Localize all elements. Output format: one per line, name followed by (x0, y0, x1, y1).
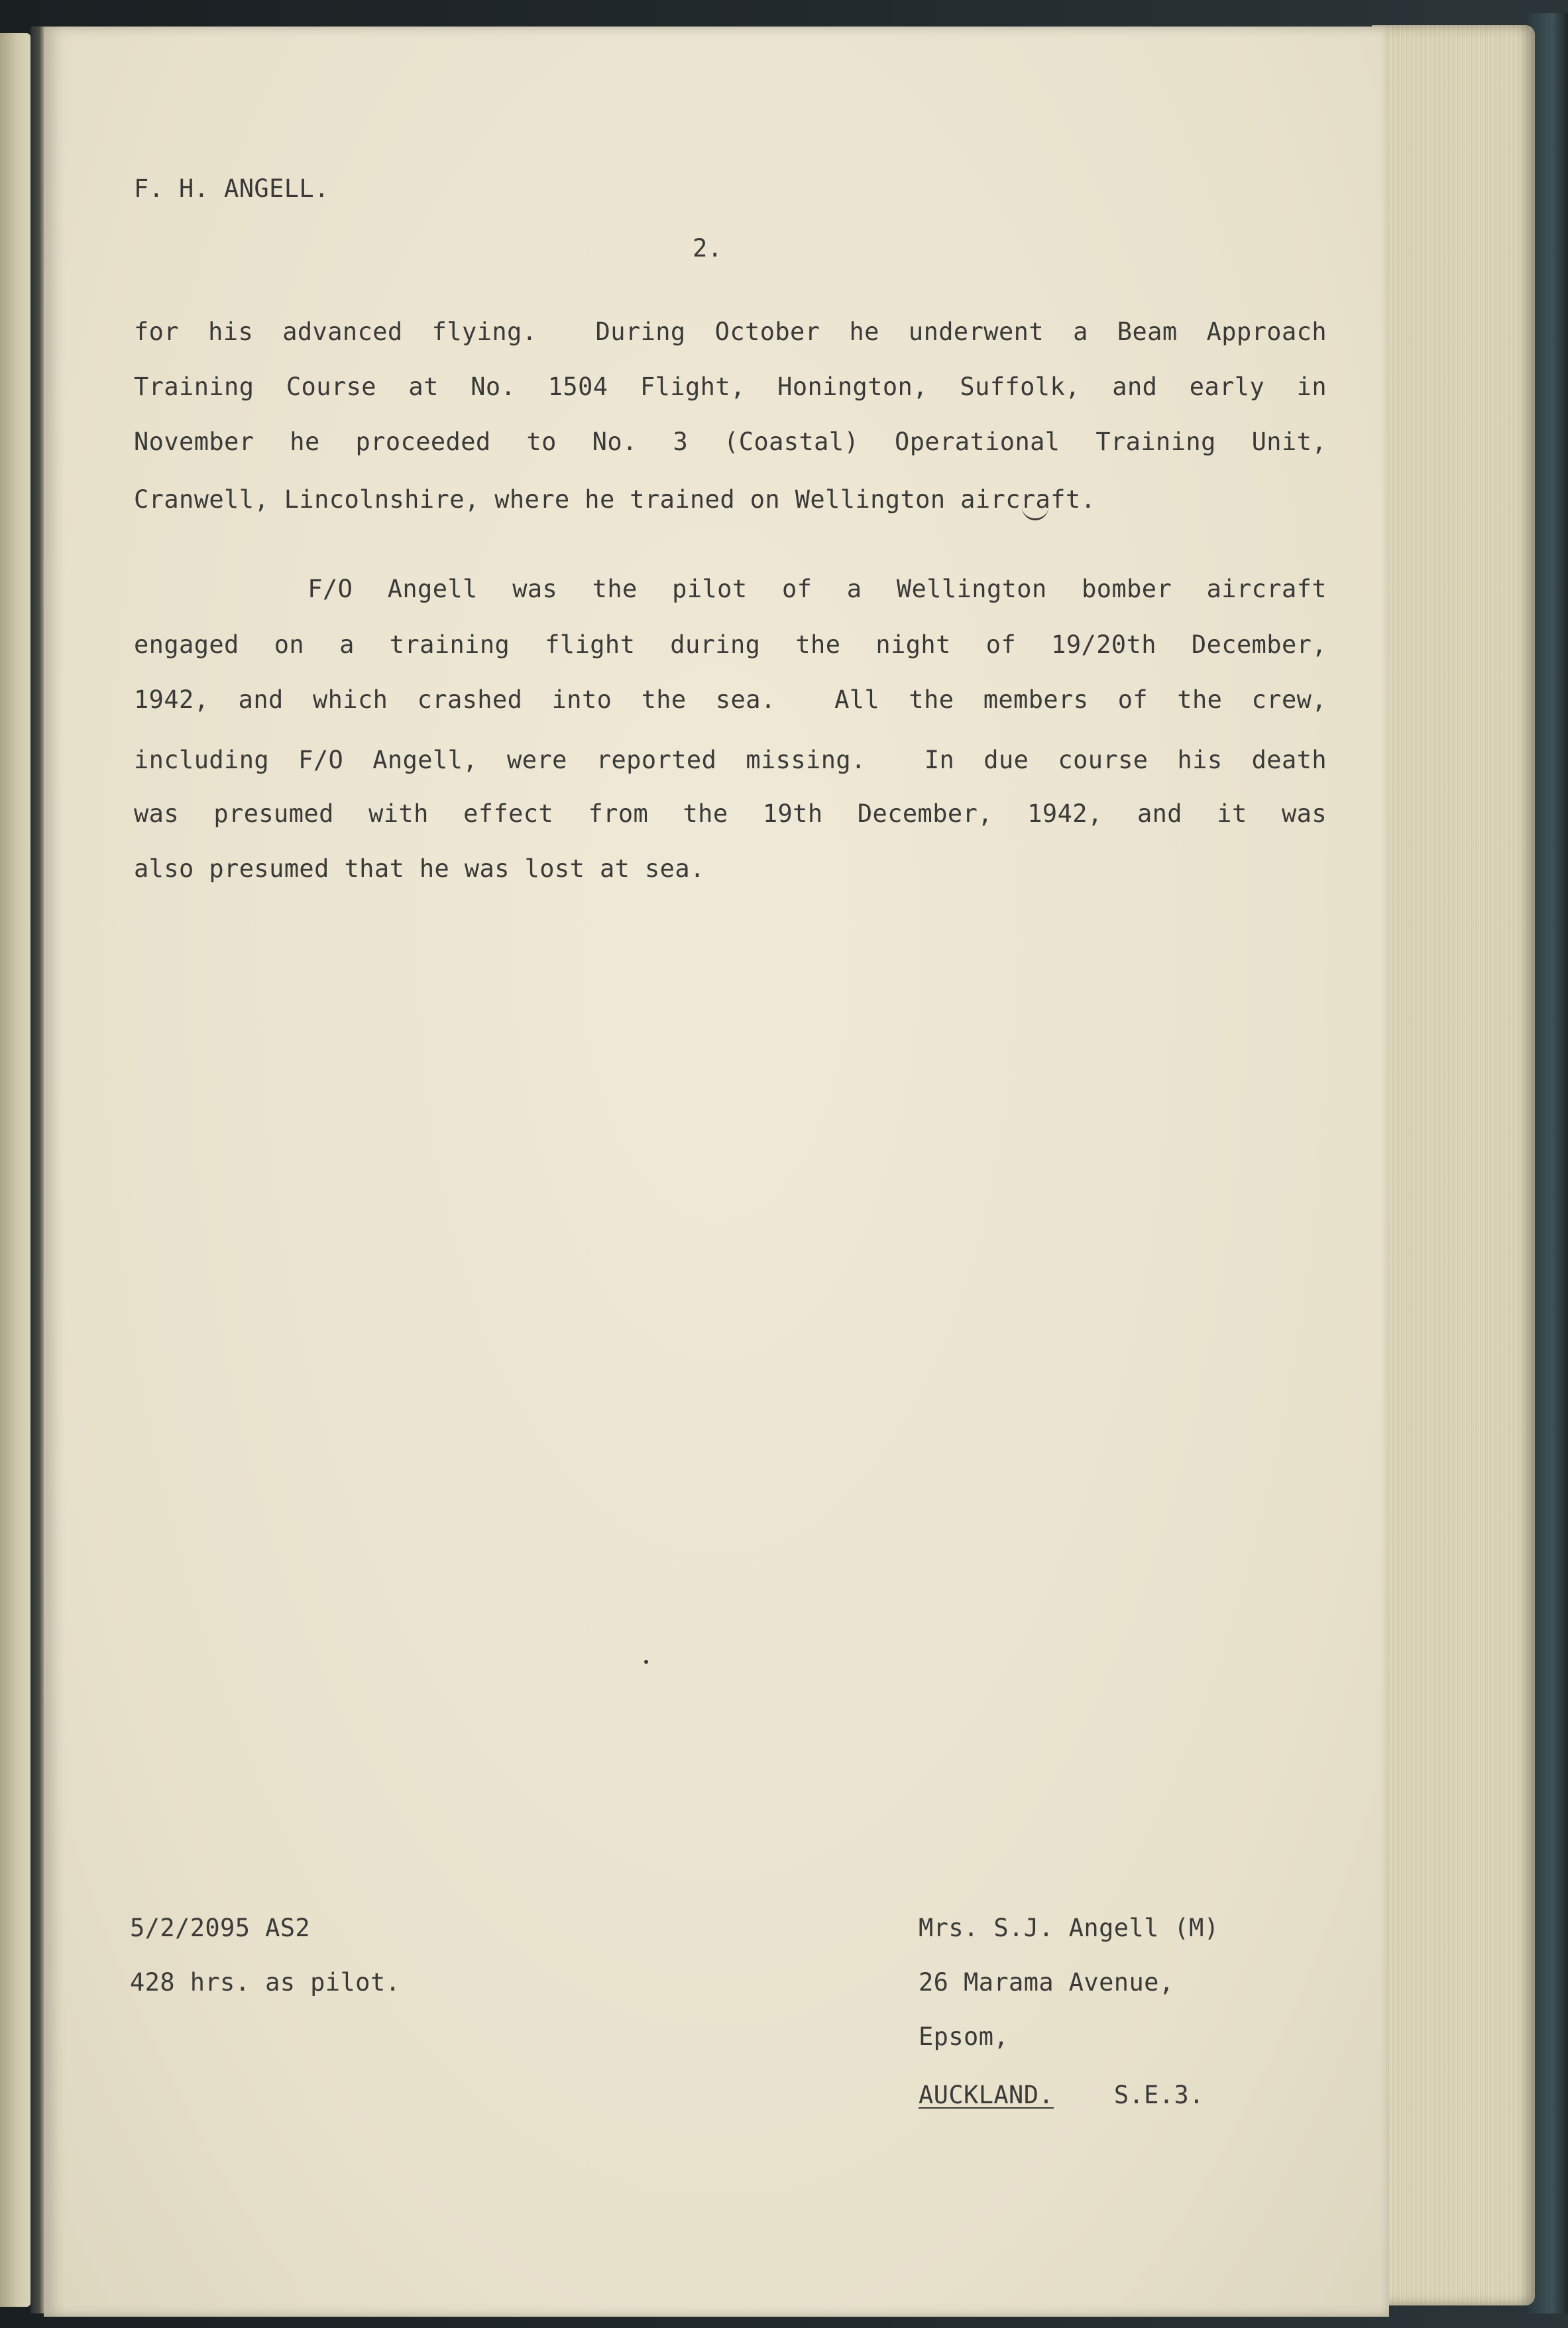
book-gutter (30, 27, 45, 2313)
next-of-kin-name: Mrs. S.J. Angell (M) (919, 1914, 1219, 1942)
page-number: 2. (693, 234, 723, 262)
paragraph-1-line-1: for his advanced flying. During October he underwent a Beam Approach (134, 318, 1327, 346)
address-city-line (919, 2080, 1204, 2111)
paragraph-2-line-5: was presumed with effect from the 19th December, 1942, and it was (134, 799, 1327, 828)
paragraph-1-line-4: Cranwell, Lincolnshire, where he trained on Wellington aircraft. (134, 485, 1096, 514)
address-street: 26 Marama Avenue, (919, 1968, 1174, 1997)
paragraph-1-line-2: Training Course at No. 1504 Flight, Honington, Suffolk, and early in (134, 373, 1327, 401)
page-stack (1372, 25, 1535, 2305)
paragraph-2-line-1: F/O Angell was the pilot of a Wellington bomber aircraft (134, 575, 1327, 603)
file-reference: 5/2/2095 AS2 (130, 1914, 311, 1942)
paragraph-2-line-2: engaged on a training flight during the night of 19/20th December, (134, 630, 1327, 659)
address-suburb: Epsom, (919, 2022, 1009, 2051)
address-city: AUCKLAND. (919, 2081, 1054, 2109)
paragraph-2-line-3: 1942, and which crashed into the sea. All the members of the crew, (134, 685, 1327, 714)
document-heading: F. H. ANGELL. (134, 174, 329, 203)
paragraph-2-line-6: also presumed that he was lost at sea. (134, 854, 705, 883)
left-facing-page (0, 33, 30, 2307)
address-postal: S.E.3. (1113, 2081, 1204, 2109)
paragraph-1-line-3: November he proceeded to No. 3 (Coastal) Operational Training Unit, (134, 428, 1327, 456)
ink-speck (644, 1660, 648, 1664)
paragraph-2-line-4: including F/O Angell, were reported missing. In due course his death (134, 746, 1327, 774)
flying-hours: 428 hrs. as pilot. (130, 1968, 401, 1997)
